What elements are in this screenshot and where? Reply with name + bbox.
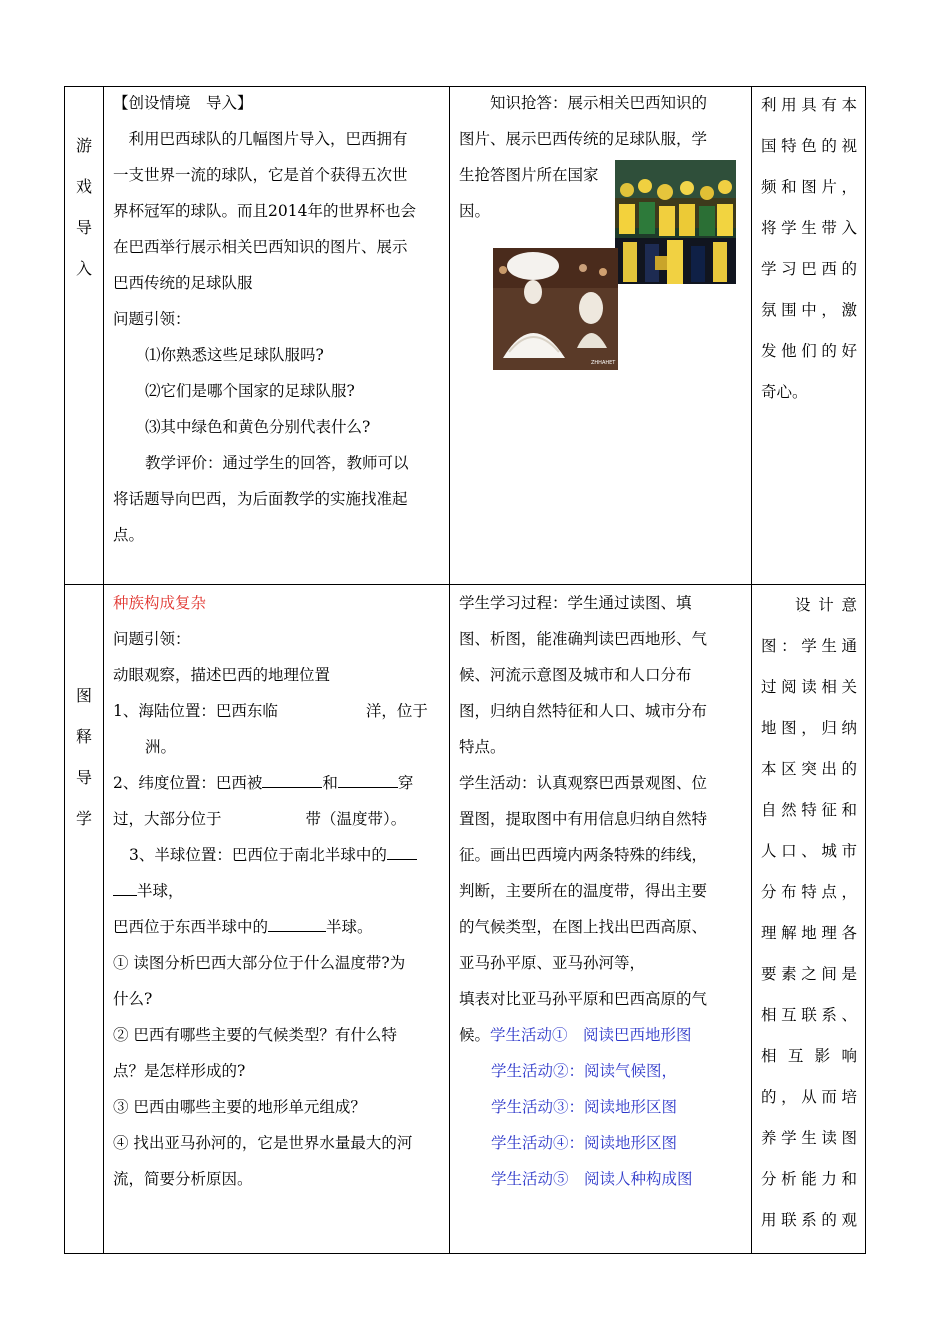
- carnival-photo-image: [493, 248, 618, 370]
- question-line: ④ 找出亚马孙河的，它是世界水量最大的河: [113, 1134, 413, 1152]
- question-line: ① 读图分析巴西大部分位于什么温度带?为: [113, 954, 406, 972]
- student-line: 图，归纳自然特征和人口、城市分布: [459, 702, 708, 720]
- sea-land-text: 洋，位于: [365, 702, 428, 720]
- student-line: 置图，提取图中有用信息归纳自然特: [459, 810, 708, 828]
- fill-blank[interactable]: [338, 771, 398, 788]
- design-line: 学习巴西的: [761, 260, 857, 278]
- row2-label-char: 图: [75, 686, 92, 705]
- hemisphere-text: 3、半球位置：巴西位于南北半球中的: [129, 846, 387, 864]
- latitude-text: 带（温度带）。: [305, 810, 407, 828]
- student-line: 填表对比亚马孙平原和巴西高原的气: [459, 990, 708, 1008]
- question-line: 什么?: [113, 990, 153, 1008]
- carnival-photo: [493, 248, 618, 370]
- student-line: 学生活动：认真观察巴西景观图、位: [459, 774, 708, 792]
- row2-activity-cell: [113, 585, 443, 1197]
- activity-item: 学生活动②：阅读气候图，: [491, 1062, 678, 1080]
- design-line: 过阅读相关: [761, 678, 857, 696]
- row2-student-cell: [459, 585, 749, 1197]
- activity-item: 学生活动① 阅读巴西地形图: [490, 1026, 692, 1044]
- question-item: ⑵它们是哪个国家的足球队服?: [145, 382, 355, 400]
- row1-label-char: 戏: [75, 177, 92, 196]
- activity-item: 学生活动④：阅读地形区图: [491, 1134, 678, 1152]
- design-line: 自然特征和: [761, 801, 857, 819]
- design-line: 图：学生通: [761, 637, 857, 655]
- student-line-text: 候。: [459, 1026, 491, 1044]
- design-line: 发他们的好: [761, 342, 857, 360]
- design-line: 人口、城市: [761, 842, 857, 860]
- sea-land-line: [113, 693, 443, 729]
- intro-line: 巴西传统的足球队服: [113, 274, 253, 292]
- sea-land-text: 1、海陆位置：巴西东临: [113, 702, 278, 720]
- design-line: 本区突出的: [761, 760, 857, 778]
- section-title: 种族构成复杂: [113, 594, 207, 612]
- design-line: 分布特点，: [761, 883, 857, 901]
- row1-label-char: 游: [75, 136, 92, 155]
- student-line: 征。画出巴西境内两条特殊的纬线，: [459, 846, 708, 864]
- student-line-text: 生抢答图片所在国家: [459, 166, 599, 184]
- evaluation-line: 点。: [113, 526, 145, 544]
- question-line: ② 巴西有哪些主要的气候类型？有什么特: [113, 1026, 397, 1044]
- column-divider: [103, 87, 104, 1253]
- latitude-text: 2、纬度位置：巴西被: [113, 774, 263, 792]
- design-line: 用联系的观: [761, 1211, 857, 1229]
- student-line: 候、河流示意图及城市和人口分布: [459, 666, 692, 684]
- row2-design-cell: [761, 585, 857, 1241]
- column-divider: [449, 87, 450, 1253]
- question-item: ⑴你熟悉这些足球队服吗?: [145, 346, 324, 364]
- row1-activity-cell: [113, 85, 443, 553]
- question-line: 点？是怎样形成的?: [113, 1062, 246, 1080]
- student-line: 学生学习过程：学生通过读图、填: [459, 594, 692, 612]
- latitude-text: 和: [322, 774, 338, 792]
- row2-label-char: 释: [75, 727, 92, 746]
- section-heading: 【创设情境 导入】: [113, 94, 253, 112]
- row1-label-char: 导: [75, 218, 92, 237]
- question-lead: 问题引领：: [113, 310, 191, 328]
- activity-item: 学生活动③：阅读地形区图: [491, 1098, 678, 1116]
- fill-blank[interactable]: [113, 879, 137, 896]
- design-line: 的，从而培: [761, 1088, 857, 1106]
- latitude-line: [113, 801, 443, 837]
- student-line: 因。: [459, 202, 491, 220]
- design-line: 频和图片，: [761, 178, 857, 196]
- design-line: 氛围中，激: [761, 301, 857, 319]
- hemisphere-line: [113, 909, 443, 945]
- fill-blank[interactable]: [262, 771, 322, 788]
- football-team-photo-image: [615, 160, 736, 284]
- intro-line: 利用巴西球队的几幅图片导入，巴西拥有: [113, 130, 408, 148]
- hemisphere-text: 半球。: [326, 918, 373, 936]
- question-item: ⑶其中绿色和黄色分别代表什么?: [145, 418, 371, 436]
- design-line: 地图，归纳: [761, 719, 857, 737]
- row1-design-cell: [761, 85, 857, 413]
- hemisphere-text: 巴西位于东西半球中的: [113, 918, 269, 936]
- observe-line: 动眼观察，描述巴西的地理位置: [113, 666, 331, 684]
- student-line: [459, 1017, 749, 1053]
- design-line: 设 计 意: [795, 596, 857, 614]
- hemisphere-line: [113, 873, 443, 909]
- design-line: 奇心。: [761, 383, 808, 401]
- fill-blank[interactable]: [268, 915, 326, 932]
- lesson-plan-table: [64, 86, 866, 1254]
- column-divider: [751, 87, 752, 1253]
- student-line: 特点。: [459, 738, 506, 756]
- hemisphere-line: [113, 837, 443, 873]
- football-team-photo: [615, 160, 736, 284]
- question-lead: 问题引领：: [113, 630, 191, 648]
- design-line: 国特色的视: [761, 137, 857, 155]
- evaluation-line: 教学评价：通过学生的回答，教师可以: [145, 454, 409, 472]
- student-line: 图片、展示巴西传统的足球队服，学: [459, 130, 708, 148]
- intro-line: 一支世界一流的球队，它是首个获得五次世: [113, 166, 408, 184]
- student-line: 的气候类型，在图上找出巴西高原、: [459, 918, 708, 936]
- student-line: 图、析图，能准确判读巴西地形、气: [459, 630, 708, 648]
- row1-label-char: 入: [75, 259, 92, 278]
- intro-line: 界杯冠军的球队。而且2014年的世界杯也会: [113, 202, 416, 220]
- design-line: 将学生带入: [761, 219, 857, 237]
- latitude-text: 穿: [397, 774, 414, 792]
- student-line: 亚马孙平原、亚马孙河等，: [459, 954, 646, 972]
- design-line: 相互联系、: [761, 1006, 857, 1024]
- student-line: 判断，主要所在的温度带，得出主要: [459, 882, 708, 900]
- sea-land-line: 洲。: [145, 738, 177, 756]
- design-line: 要素之间是: [761, 965, 857, 983]
- intro-line: 在巴西举行展示相关巴西知识的图片、展示: [113, 238, 408, 256]
- question-line: 流，简要分析原因。: [113, 1170, 253, 1188]
- design-line: 利用具有本: [761, 96, 857, 114]
- student-line: 知识抢答：展示相关巴西知识的: [459, 94, 708, 112]
- latitude-line: [113, 765, 443, 801]
- row1-label: [65, 125, 103, 289]
- row2-label-char: 学: [75, 809, 92, 828]
- row2-label-char: 导: [75, 768, 92, 787]
- fill-blank[interactable]: [387, 843, 417, 860]
- design-line: 养学生读图: [761, 1129, 857, 1147]
- hemisphere-text: 半球，: [137, 882, 184, 900]
- latitude-text: 过，大部分位于: [113, 810, 222, 828]
- row2-label: [65, 675, 103, 839]
- photo-watermark: ZHHAHET: [591, 360, 616, 366]
- design-line: 相 互 影 响: [761, 1047, 857, 1065]
- question-line: ③ 巴西由哪些主要的地形单元组成？: [113, 1098, 366, 1116]
- design-line: 分析能力和: [761, 1170, 857, 1188]
- activity-item: 学生活动⑤ 阅读人种构成图: [491, 1170, 693, 1188]
- evaluation-line: 将话题导向巴西，为后面教学的实施找准起: [113, 490, 408, 508]
- design-line: 理解地理各: [761, 924, 857, 942]
